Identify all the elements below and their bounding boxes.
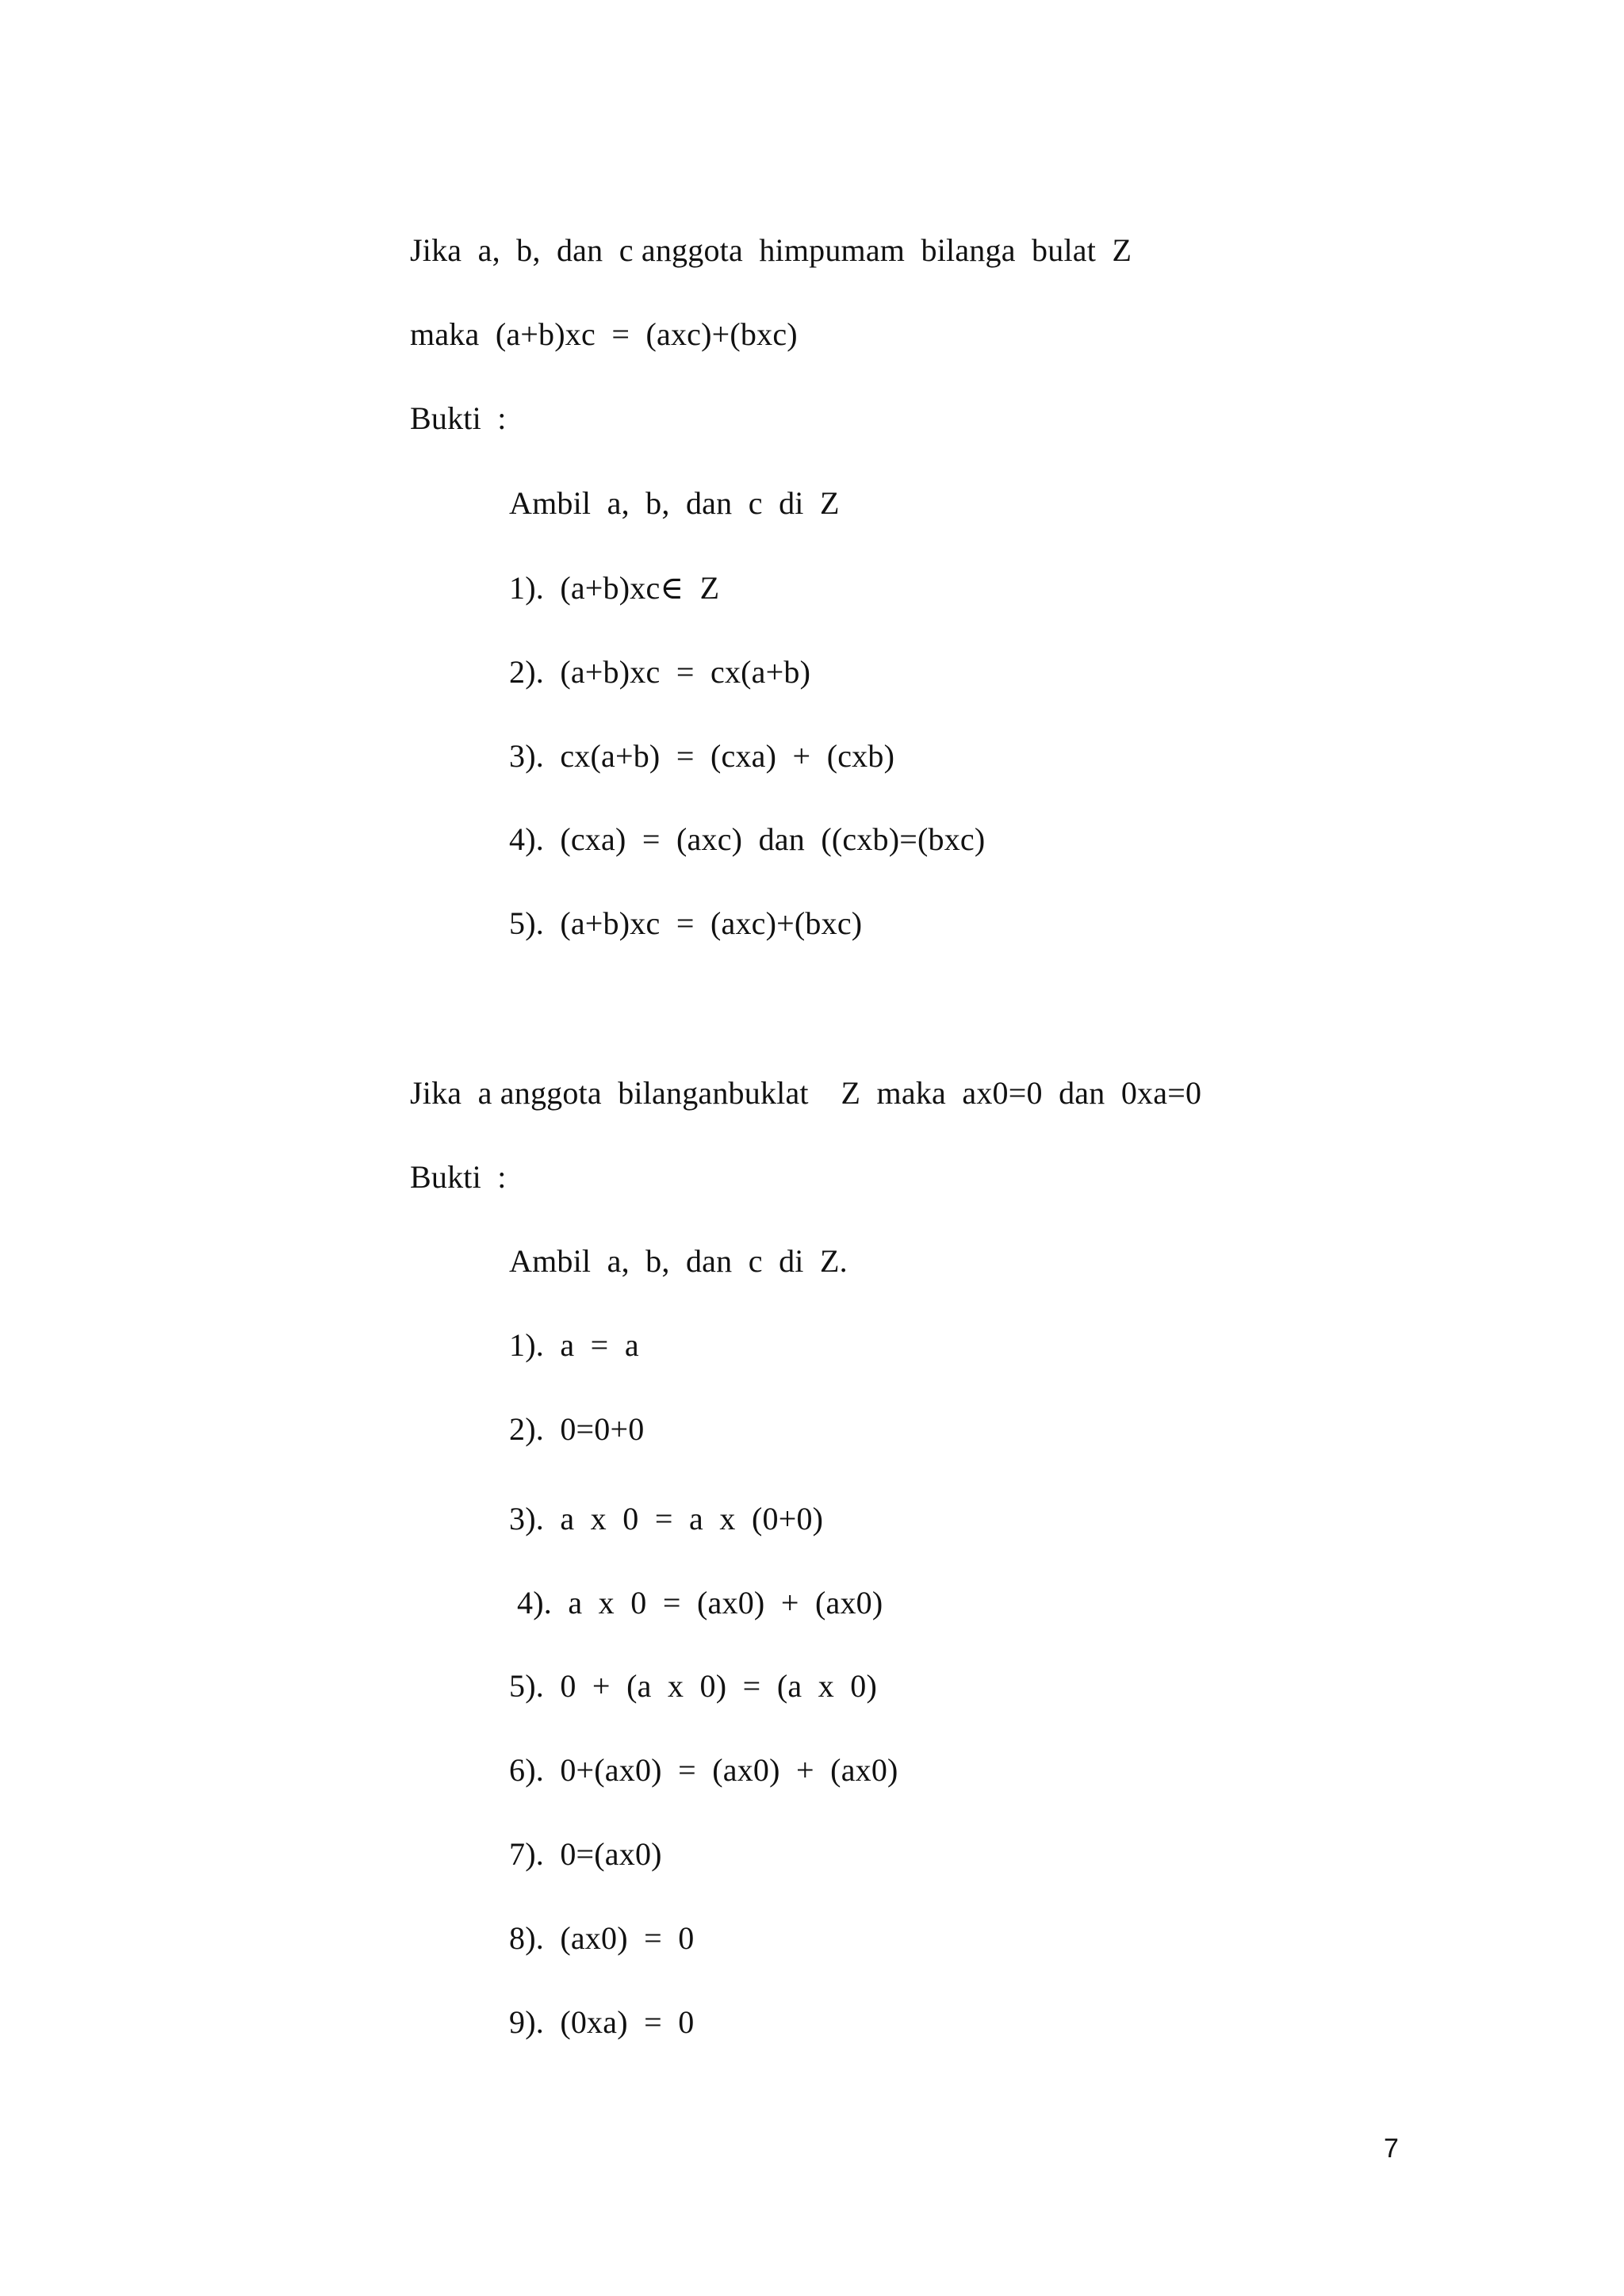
proof-2-step-2: 2). 0=0+0 <box>509 1411 645 1447</box>
proof-1-step-4: 4). (cxa) = (axc) dan ((cxb)=(bxc) <box>509 821 986 857</box>
proof-1-step-5: 5). (a+b)xc = (axc)+(bxc) <box>509 905 863 941</box>
proof-2-step-3: 3). a x 0 = a x (0+0) <box>509 1501 824 1536</box>
theorem-2-statement: Jika a anggota bilanganbuklat Z maka ax0=0 dan 0xa=0 <box>410 1075 1202 1111</box>
proof-2-step-1: 1). a = a <box>509 1327 639 1363</box>
proof-2-step-6: 6). 0+(ax0) = (ax0) + (ax0) <box>509 1752 898 1788</box>
proof-2-step-5: 5). 0 + (a x 0) = (a x 0) <box>509 1668 878 1704</box>
proof-2-step-4: 4). a x 0 = (ax0) + (ax0) <box>517 1585 883 1621</box>
page-number: 7 <box>1384 2133 1399 2164</box>
proof-1-step-1: 1). (a+b)xc∈ Z <box>509 570 720 606</box>
proof-2-label: Bukti : <box>410 1159 507 1195</box>
proof-2-step-7: 7). 0=(ax0) <box>509 1836 662 1872</box>
proof-1-step-3: 3). cx(a+b) = (cxa) + (cxb) <box>509 738 895 774</box>
proof-2-step-8: 8). (ax0) = 0 <box>509 1920 695 1956</box>
proof-2-step-9: 9). (0xa) = 0 <box>509 2004 695 2040</box>
proof-2-take: Ambil a, b, dan c di Z. <box>509 1243 848 1279</box>
proof-1-take: Ambil a, b, dan c di Z <box>509 485 840 521</box>
theorem-1-statement-line-2: maka (a+b)xc = (axc)+(bxc) <box>410 316 798 352</box>
proof-1-label: Bukti : <box>410 400 507 436</box>
proof-1-step-2: 2). (a+b)xc = cx(a+b) <box>509 654 811 690</box>
theorem-1-statement-line-1: Jika a, b, dan c anggota himpumam bilanga bulat Z <box>410 232 1132 268</box>
